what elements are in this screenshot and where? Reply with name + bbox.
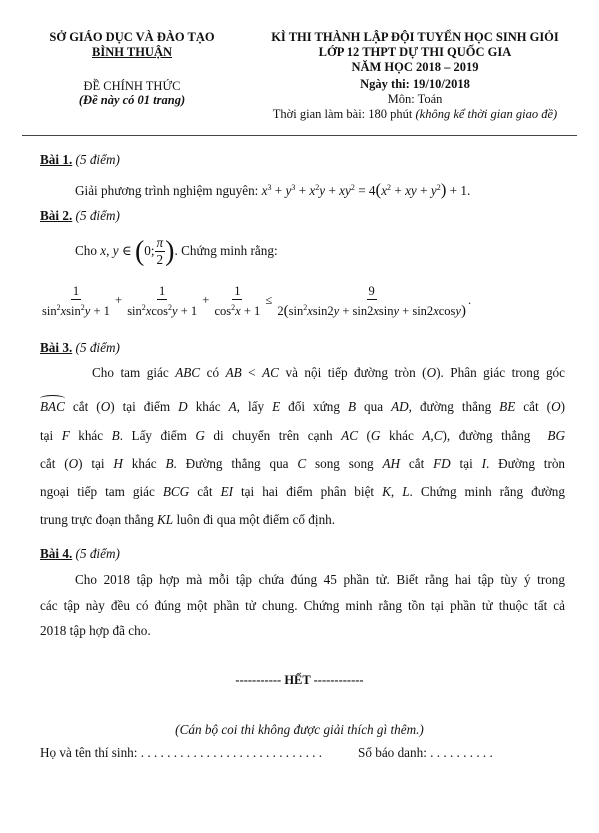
problem-4-line-3: 2018 tập hợp đã cho. bbox=[40, 623, 151, 638]
problem-3-line-4: cắt (O) tại H khác B. Đường thẳng qua C song song AH cắt FD tại I. Đường tròn bbox=[40, 456, 566, 471]
problem-1-statement bbox=[75, 180, 470, 198]
problem-2-intro: Cho bbox=[75, 243, 97, 258]
exam-date: Ngày thi: 19/10/2018 bbox=[360, 77, 470, 91]
problem-4-title: Bài 4. bbox=[40, 546, 73, 561]
time-limit-note: (không kể thời gian giao đề) bbox=[415, 107, 558, 121]
problem-3-line-2: BAC cắt (O) tại điểm D khác A, lấy E đối xứng B qua AD, đường thẳng BE cắt (O) bbox=[40, 399, 565, 414]
candidate-name-field: Họ và tên thí sinh: . . . . . . . . . . . . . . . . . . . . . . . . . . . . bbox=[40, 745, 323, 760]
problem-3-points: (5 điểm) bbox=[75, 340, 120, 355]
school-year: NĂM HỌC 2018 – 2019 bbox=[351, 60, 479, 74]
problem-3-line-5: ngoại tiếp tam giác BCG cắt EI tại hai điểm phân biệt K, L. Chứng minh rằng đường bbox=[40, 484, 565, 499]
problem-3-line-3: tại F khác B. Lấy điểm G di chuyển trên cạnh AC (G khác A,C), đường thẳng BG bbox=[40, 428, 565, 443]
header-divider bbox=[22, 135, 577, 136]
problem-2-condition: x, y ∈ (0; $\frac{\pi}{2}$ ) bbox=[100, 235, 175, 268]
end-marker: ----------- HẾT ------------ bbox=[235, 673, 364, 687]
problem-3-line-1: Cho tam giác ABC có AB < AC và nội tiếp đường tròn (O). Phân giác trong góc bbox=[40, 365, 565, 380]
problem-2-points: (5 điểm) bbox=[75, 208, 120, 223]
dept-name: SỞ GIÁO DỤC VÀ ĐÀO TẠO bbox=[49, 30, 215, 44]
time-limit bbox=[250, 107, 580, 122]
problem-1-equation: $x^3 + y^3 + x^2y + xy^2 = 4(x^2$ + xy + $y^2) + 1$. bbox=[261, 180, 471, 199]
problem-4-line-1: Cho 2018 tập hợp mà mỗi tập chứa đúng 45 phần tử. Biết rằng hai tập tùy ý trong bbox=[75, 572, 565, 587]
problem-4-points: (5 điểm) bbox=[75, 546, 120, 561]
problem-3-title: Bài 3. bbox=[40, 340, 73, 355]
problem-1-text: Giải phương trình nghiệm nguyên: bbox=[75, 183, 259, 198]
time-limit-main: Thời gian làm bài: 180 phút bbox=[272, 107, 413, 121]
problem-1-points: (5 điểm) bbox=[75, 152, 120, 167]
province-name: BÌNH THUẬN bbox=[92, 45, 172, 59]
exam-grade: LỚP 12 THPT DỰ THI QUỐC GIA bbox=[318, 45, 512, 59]
problem-2-title: Bài 2. bbox=[40, 208, 73, 223]
proctor-note: (Cán bộ coi thi không được giải thích gì thêm.) bbox=[175, 722, 424, 737]
problem-2-heading bbox=[40, 208, 120, 223]
problem-1-title: Bài 1. bbox=[40, 152, 73, 167]
problem-3-line-6: trung trực đoạn thẳng KL luôn đi qua một điểm cố định. bbox=[40, 512, 336, 527]
problem-2-inequality: $\frac{1}{\sin^2xsin^2y + 1}$ + $\frac{1}{\sin^2xcos^2y + 1}$ + $\frac{1}{\cos^2x + 1}$ ≤ $\frac{9}{2(\sin^2xsin2y + \sin 2xsiny + \sin 2xcosy)}$ . bbox=[42, 284, 472, 319]
problem-4-line-2: các tập này đều có đúng một phần tử chung. Chứng minh rằng tồn tại phần tử thuộc tất cả bbox=[40, 598, 565, 613]
page-count-note: (Đề này có 01 trang) bbox=[78, 93, 186, 107]
official-label: ĐỀ CHÍNH THỨC bbox=[83, 79, 181, 93]
candidate-id-field: Số báo danh: . . . . . . . . . . bbox=[358, 745, 493, 760]
problem-2-prove: . Chứng minh rằng: bbox=[174, 243, 278, 258]
problem-1-heading bbox=[40, 152, 120, 167]
problem-4-heading bbox=[40, 546, 120, 561]
exam-title: KÌ THI THÀNH LẬP ĐỘI TUYỂN HỌC SINH GIỎI bbox=[271, 30, 559, 44]
problem-2-statement bbox=[75, 234, 278, 274]
problem-3-heading bbox=[40, 340, 120, 355]
subject: Môn: Toán bbox=[387, 92, 443, 106]
